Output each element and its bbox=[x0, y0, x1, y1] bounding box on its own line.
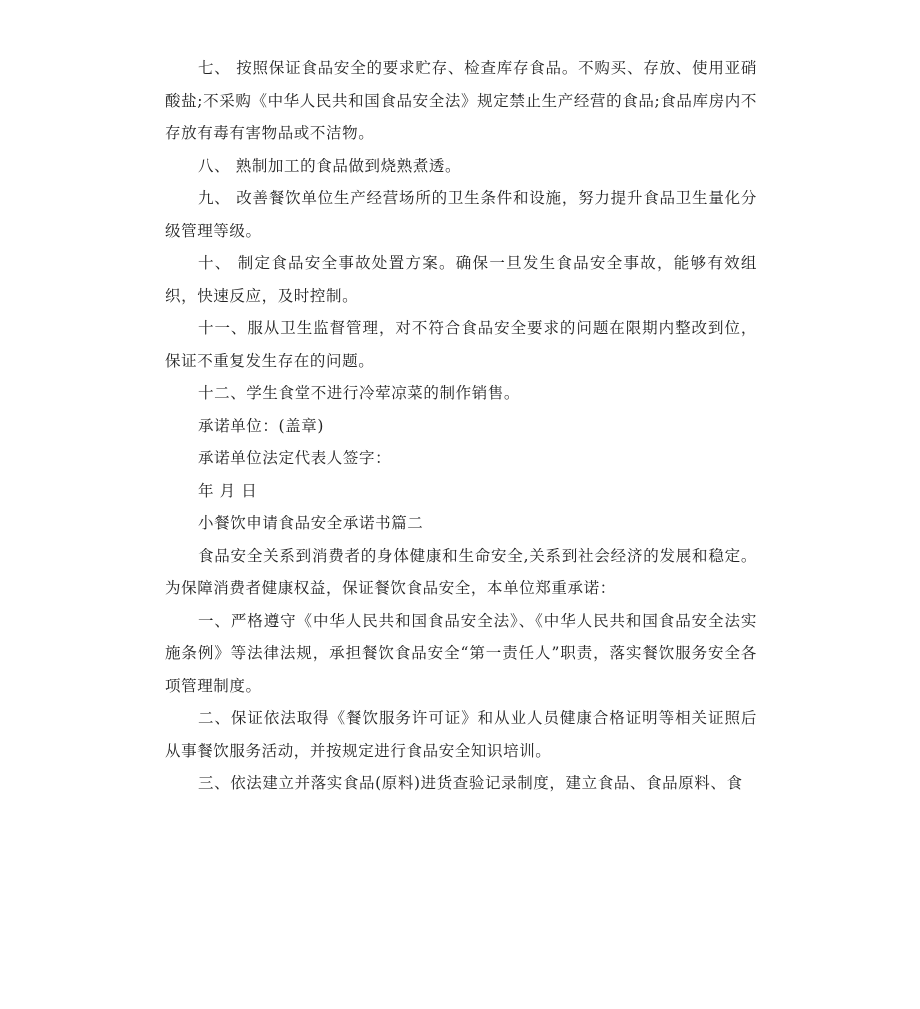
paragraph-item-9: 九、 改善餐饮单位生产经营场所的卫生条件和设施，努力提升食品卫生量化分级管理等级。 bbox=[165, 189, 757, 240]
commitment-item-2: 二、保证依法取得《餐饮服务许可证》和从业人员健康合格证明等相关证照后从事餐饮服务活动，并按规定进行食品安全知识培训。 bbox=[165, 709, 757, 760]
intro-paragraph: 食品安全关系到消费者的身体健康和生命安全,关系到社会经济的发展和稳定。为保障消费者健康权益，保证餐饮食品安全，本单位郑重承诺： bbox=[165, 546, 757, 597]
paragraph-item-8: 八、 熟制加工的食品做到烧熟煮透。 bbox=[198, 156, 462, 175]
paragraph-item-12: 十二、学生食堂不进行冷荤凉菜的制作销售。 bbox=[198, 384, 521, 402]
paragraph-item-7: 七、 按照保证食品安全的要求贮存、检查库存食品。不购买、存放、使用亚硝酸盐;不采购《中华人民共和国食品安全法》规定禁止生产经营的食品;食品库房内不存放有毒有害物品或不洁物。 bbox=[165, 59, 757, 142]
commitment-item-1: 一、严格遵守《中华人民共和国食品安全法》、《中华人民共和国食品安全法实施条例》等法律法规，承担餐饮食品安全“第一责任人”职责，落实餐饮服务安全各项管理制度。 bbox=[165, 611, 757, 695]
paragraph-item-10: 十、 制定食品安全事故处置方案。确保一旦发生食品安全事故，能够有效组织，快速反应，及时控制。 bbox=[165, 254, 757, 305]
commitment-item-3: 三、依法建立并落实食品(原料)进货查验记录制度，建立食品、食品原料、食 bbox=[198, 774, 743, 792]
section-title: 小餐饮申请食品安全承诺书篇二 bbox=[198, 514, 424, 532]
document-body bbox=[165, 52, 757, 800]
promise-unit-line: 承诺单位：(盖章) bbox=[198, 416, 324, 435]
date-line: 年 月 日 bbox=[198, 481, 258, 500]
legal-representative-line: 承诺单位法定代表人签字： bbox=[198, 449, 392, 467]
paragraph-item-11: 十一、服从卫生监督管理，对不符合食品安全要求的问题在限期内整改到位，保证不重复发生存在的问题。 bbox=[165, 319, 757, 370]
